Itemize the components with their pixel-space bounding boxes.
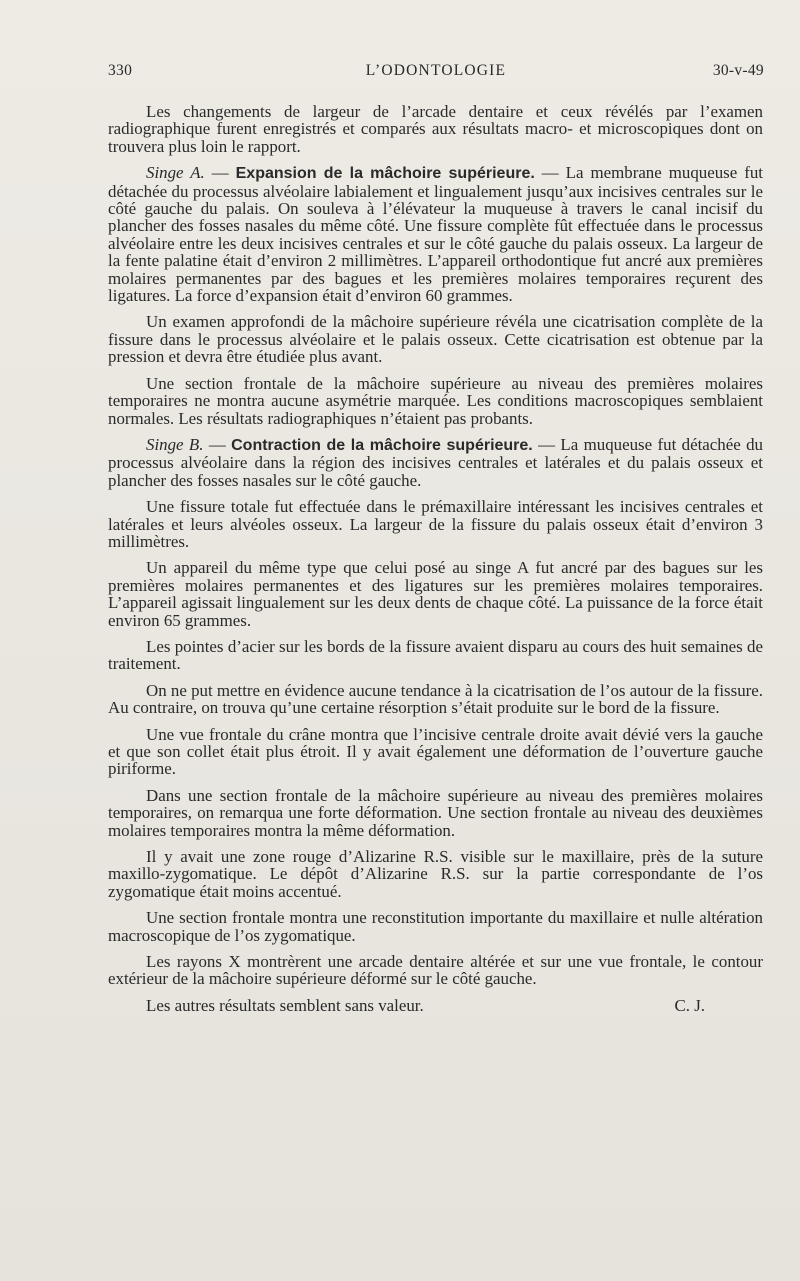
paragraph: Les changements de largeur de l’arcade dentaire et ceux révélés par l’examen radiographique furent enregistrés et comparés aux résultats macro- et microscopiques dont on trouvera plus loin le rapport. (108, 102, 763, 156)
section-subject: Singe A. (146, 163, 205, 183)
paragraph: Il y avait une zone rouge d’Alizarine R.S. visible sur le maxillaire, près de la suture maxillo-zygomatique. Le dépôt d’Alizarine R.S. sur la partie correspondante de l’os zygomatique était moins accentué. (108, 847, 763, 901)
paragraph: Les rayons X montrèrent une arcade dentaire altérée et sur une vue frontale, le contour extérieur de la mâchoire supérieure déformé sur le côté gauche. (108, 952, 763, 989)
running-header (108, 62, 764, 86)
author-signature: C. J. (674, 995, 705, 1015)
paragraph: Une section frontale de la mâchoire supérieure au niveau des premières molaires temporaires ne montra aucune asymétrie marquée. Les conditions macroscopiques semblaient normales. Les résultats radiographiques n’étaient pas probants. (108, 373, 763, 428)
paragraph: Un appareil du même type que celui posé au singe A fut ancré par des bagues sur les premières molaires permanentes et des ligatures sur les premières molaires temporaires. L’appareil agissait lingualement sur les deux dents de chaque côté. La puissance de la force était environ 65 grammes. (108, 558, 763, 630)
section-subject: Singe B. (146, 434, 204, 454)
paragraph: Une vue frontale du crâne montra que l’incisive centrale droite avait dévié vers la gauche et que son collet était plus étroit. Il y avait également une déformation de l’ouverture gauche piriforme. (108, 724, 763, 779)
paragraph: Une fissure totale fut effectuée dans le prémaxillaire intéressant les incisives centrales et latérales et leurs alvéoles osseux. La largeur de la fissure du palais osseux était d’environ 3 millimètres. (108, 497, 763, 551)
paragraph: Une section frontale montra une reconstitution importante du maxillaire et nulle altération macroscopique de l’os zygomatique. (108, 908, 763, 945)
page-number: 330 (108, 62, 133, 79)
article-body (108, 103, 763, 1023)
paragraph-final: Les autres résultats semblent sans valeur. C. J. (108, 997, 763, 1014)
paragraph: Les pointes d’acier sur les bords de la fissure avaient disparu au cours des huit semaines de traitement. (108, 636, 763, 674)
issue-date: 30-v-49 (712, 62, 764, 79)
section-title: Contraction de la mâchoire supérieure. (231, 436, 533, 454)
paragraph: Un examen approfondi de la mâchoire supérieure révéla une cicatrisation complète de la fissure dans le processus alvéolaire et le palais osseux. Cette cicatrisation est obtenue par la pression et devra être étudiée plus avant. (108, 312, 763, 367)
paragraph: On ne put mettre en évidence aucune tendance à la cicatrisation de l’os autour de la fissure. Au contraire, on trouva qu’une certaine résorption s’était produite sur le bord de la fissure. (108, 680, 763, 718)
paragraph-singe-b: Singe B. — Contraction de la mâchoire supérieure. — La muqueuse fut détachée du processus alvéolaire dans la région des incisives centrales et latérales et du palais osseux et plancher des fosses nasales sur le côté gauche. (108, 434, 764, 490)
paragraph: Dans une section frontale de la mâchoire supérieure au niveau des premières molaires temporaires, on remarqua une forte déformation. Une section frontale au niveau des deuxièmes molaires temporaires montra la même déformation. (108, 785, 763, 840)
paragraph-singe-a: Singe A. — Expansion de la mâchoire supérieure. — La membrane muqueuse fut détachée du processus alvéolaire labialement et lingualement jusqu’aux incisives centrales sur le côté gauche du palais. On souleva à l’élévateur la muqueuse à travers le canal incisif du plancher des fosses nasales du même côté. Une fissure complète fût effectuée dans le processus alvéolaire entre les deux incisives centrales et sur le côté gauche du palais osseux. La largeur de la fente palatine était d’environ 2 millimètres. L’appareil orthodontique fut ancré aux premières molaires permanentes par des bagues et les premières molaires temporaires reçurent des ligatures. La force d’expansion était d’environ 60 grammes. (108, 163, 763, 306)
section-title: Expansion de la mâchoire supérieure. (235, 165, 535, 183)
journal-title: L’ODONTOLOGIE (365, 62, 507, 79)
